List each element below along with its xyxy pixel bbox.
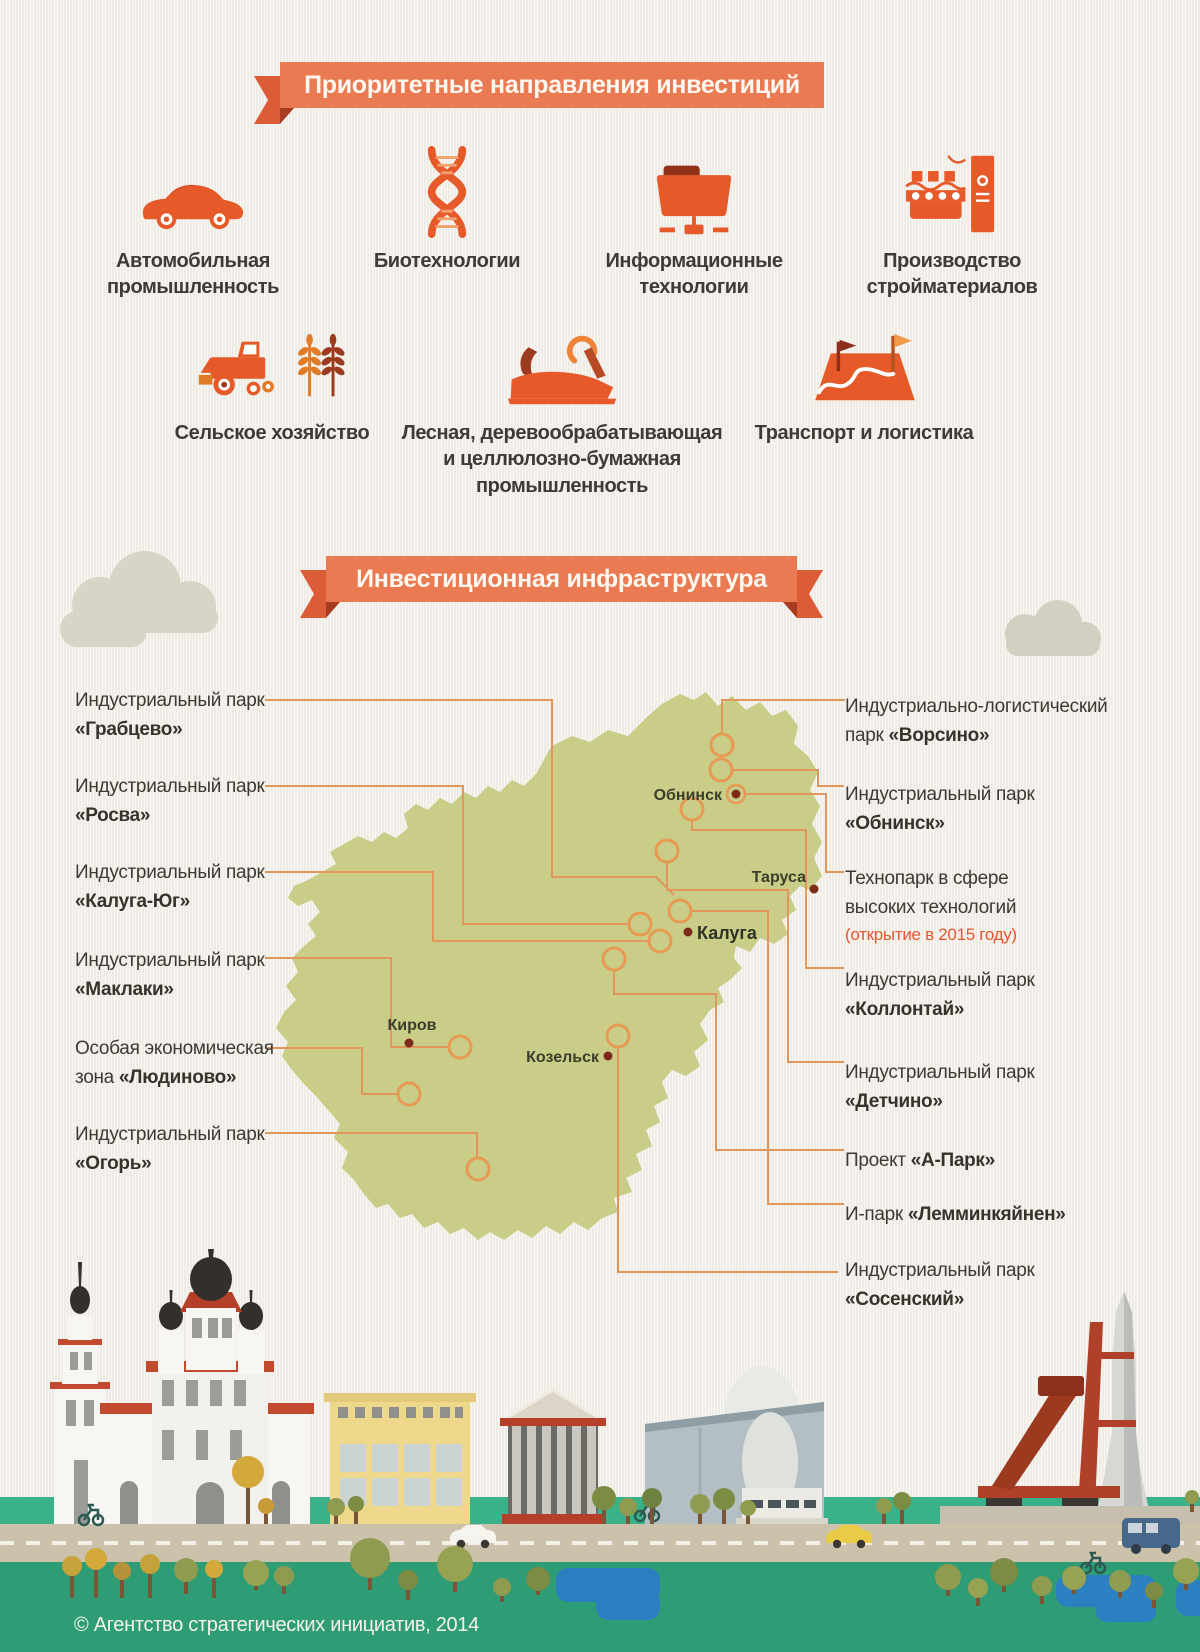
cloud-icon	[40, 545, 240, 653]
park-name: «Людиново»	[118, 1067, 237, 1088]
park-label: Индустриально-логистический парк «Ворсино»	[845, 696, 1108, 746]
expo-building	[645, 1366, 828, 1524]
city-name: Козельск	[526, 1049, 599, 1066]
priority-label: Сельское хозяйство	[174, 422, 370, 444]
park-label: Индустриальный парк «Коллонтай»	[845, 970, 1035, 1020]
park-name: «Грабцево»	[75, 719, 183, 740]
park-label: Индустриальный парк «Сосенский»	[845, 1260, 1035, 1310]
priority-item	[322, 150, 572, 274]
city-name: Обнинск	[653, 787, 722, 804]
priority-label: Биотехнологии	[373, 250, 521, 272]
museum-building	[500, 1388, 606, 1524]
copyright-text: © Агентство стратегических инициатив, 2014	[74, 1614, 480, 1636]
park-name: «Детчино»	[845, 1091, 943, 1112]
banner-priorities	[252, 62, 824, 138]
park-name: «Коллонтай»	[845, 999, 965, 1020]
cityscape-scene	[0, 1245, 1200, 1652]
park-label: Проект «А-Парк»	[845, 1150, 995, 1171]
priority-label: Лесная, деревообрабатывающая и целлюлозно-бумажная промышленность	[401, 422, 723, 497]
banner-infrastructure-title: Инвестиционная инфраструктура	[356, 564, 767, 593]
park-name: «Маклаки»	[75, 979, 174, 1000]
park-name: «Росва»	[75, 805, 151, 826]
wood-plane-icon	[397, 330, 727, 410]
kaluga-region-shape	[276, 692, 822, 1240]
banner-priorities-title: Приоритетные направления инвестиций	[304, 70, 800, 99]
park-name: «Огорь»	[75, 1153, 152, 1174]
park-label: Особая экономическая зона «Людиново»	[75, 1038, 274, 1088]
rocket-monument	[978, 1291, 1148, 1506]
conveyor-icon	[827, 150, 1077, 238]
priority-label: Транспорт и логистика	[754, 422, 974, 444]
city-dot	[684, 928, 693, 937]
banner-infrastructure	[298, 556, 825, 632]
city-dot	[732, 790, 741, 799]
park-name: «А-Парк»	[910, 1150, 995, 1171]
harvester-icon	[142, 330, 402, 410]
park-label: Индустриальный парк «Огорь»	[75, 1124, 265, 1174]
folder-network-icon	[569, 150, 819, 238]
priority-item	[397, 330, 727, 499]
city-name: Киров	[387, 1017, 437, 1034]
priority-label: Информационные технологии	[605, 250, 783, 299]
park-name: «Ворсино»	[888, 725, 990, 746]
priority-item	[827, 150, 1077, 301]
city-name: Калуга	[697, 923, 757, 943]
priority-label: Автомобильная промышленность	[106, 250, 280, 299]
car-icon	[68, 150, 318, 238]
park-label: Индустриальный парк «Калуга-Юг»	[75, 862, 265, 912]
park-label: Индустриальный парк «Росва»	[75, 776, 265, 826]
priority-item	[142, 330, 402, 446]
city-dot	[405, 1039, 414, 1048]
city-dot	[810, 885, 819, 894]
park-name: «Обнинск»	[845, 813, 945, 834]
office-building	[324, 1393, 476, 1524]
park-name: «Лемминкяйнен»	[907, 1204, 1066, 1225]
park-label: Индустриальный парк «Грабцево»	[75, 690, 265, 740]
city-dot	[604, 1052, 613, 1061]
priority-item	[734, 330, 994, 446]
park-label: Технопарк в сфере высоких технологий (открытие в 2015 году)	[845, 864, 1017, 948]
route-map-icon	[734, 330, 994, 410]
priority-label: Производство стройматериалов	[866, 250, 1038, 299]
priority-item	[569, 150, 819, 301]
park-note: (открытие в 2015 году)	[845, 925, 1017, 944]
park-label: И-парк «Лемминкяйнен»	[845, 1204, 1066, 1225]
priority-item	[68, 150, 318, 301]
park-name: «Сосенский»	[845, 1289, 964, 1310]
church-building	[50, 1249, 314, 1524]
dna-icon	[322, 150, 572, 238]
city-name: Таруса	[751, 869, 806, 886]
park-label: Индустриальный парк «Детчино»	[845, 1062, 1035, 1112]
park-name: «Калуга-Юг»	[75, 891, 190, 912]
park-label: Индустриальный парк «Обнинск»	[845, 784, 1035, 834]
park-label: Индустриальный парк «Маклаки»	[75, 950, 265, 1000]
